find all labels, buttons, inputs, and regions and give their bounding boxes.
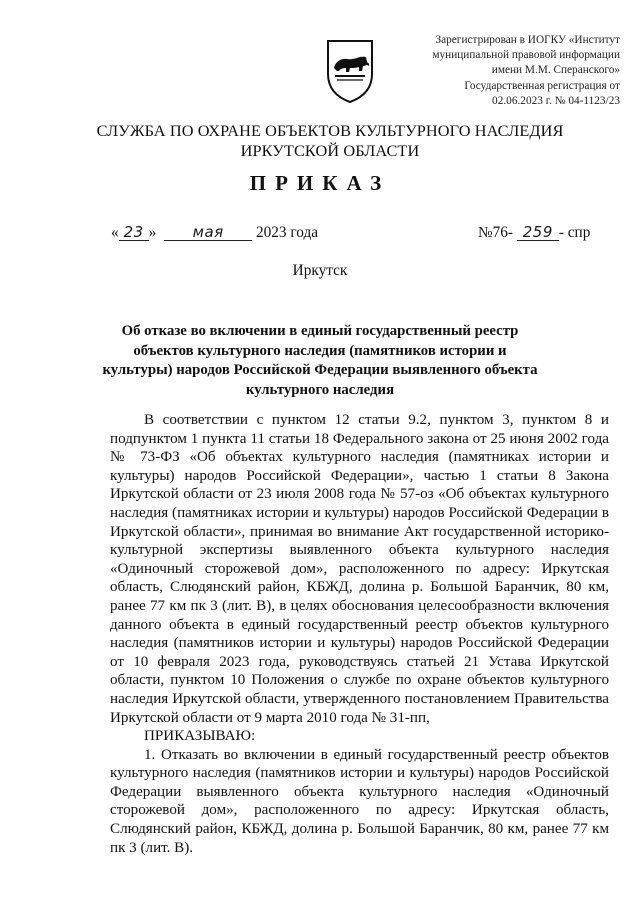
preamble-paragraph: В соответствии с пунктом 12 статьи 9.2, пунктом 3, пунктом 8 и подпунктом 1 пункта 11 статьи 18 Федерального закона от 25 июня 2002 года № 73-ФЗ «Об объектах культурного наследия (памятниках истории и культуры) народов Российской Федерации», частью 1 статьи 8 Закона Иркутской области от 23 июля 2008 года № 57-оз «Об объектах культурного наследия (памятниках истории и культуры) народов Российской Федерации в Иркутской области», принимая во внимание Акт государственной историко-культурной экспертизы выявленного объекта культурного наследия «Одиночный сторожевой дом», расположенного по адресу: Иркутская область, Слюдянский район, КБЖД, долина р. Большой Баранчик, 80 км, ранее 77 км пк 3 (лит. В), в целях обоснования целесообразности включения данного объекта в единый государственный реестр объектов культурного наследия (памятников истории и культуры) народов Российской Федерации от 10 февраля 2023 года, руководствуясь статьей 21 Устава Иркутской области, пунктом 10 Положения о службе по охране объектов культурного наследия Иркутской области, утвержденного постановлением Правительства Иркутской области от 9 марта 2010 года № 31-пп, (110, 412, 609, 726)
stamp-line: имени М.М. Сперанского» (491, 64, 620, 77)
order-number-suffix: - спр (558, 224, 591, 241)
document-type-heading: ПРИКАЗ (249, 171, 391, 195)
stamp-line: Государственная регистрация от (464, 79, 620, 92)
date-day: 23 (119, 224, 149, 241)
date-year: 2023 года (255, 224, 319, 241)
date-month: мая (164, 224, 252, 241)
stamp-line: Зарегистрирован в ИОГКУ «Институт (435, 34, 620, 46)
date-close-quote: » (148, 224, 157, 241)
coat-of-arms-emblem (325, 38, 375, 104)
order-number-value: 259 (517, 224, 559, 241)
orders-heading: ПРИКАЗЫВАЮ: (144, 728, 256, 745)
order-title: Об отказе во включении в единый государственный реестр объектов культурного наследия (памятников истории и культуры) народов Российской Федерации выявленного объекта культурного наследия (102, 323, 538, 398)
order-number-prefix: №76- (478, 224, 513, 241)
agency-name-line2: ИРКУТСКОЙ ОБЛАСТИ (240, 141, 420, 160)
stamp-line: 02.06.2023 г. № 04-1123/23 (492, 94, 620, 107)
agency-name (60, 121, 600, 161)
registration-stamp (418, 33, 620, 109)
item-1-paragraph: 1. Отказать во включении в единый государственный реестр объектов культурного наследия (памятников истории и культуры) народов Российской Федерации выявленного объекта культурного наследия «Одиночный сторожевой дом», расположенного по адресу: Иркутская область, Слюдянский район, КБЖД, долина р. Большой Баранчик, 80 км, ранее 77 км пк 3 (лит. В). (110, 746, 609, 856)
agency-name-line1: СЛУЖБА ПО ОХРАНЕ ОБЪЕКТОВ КУЛЬТУРНОГО НАСЛЕДИЯ (96, 121, 564, 140)
order-date (111, 224, 318, 242)
order-body (110, 411, 609, 857)
city-name: Иркутск (292, 262, 348, 279)
date-open-quote: « (111, 224, 119, 241)
order-number (478, 224, 590, 242)
stamp-line: муниципальной правовой информации (432, 49, 620, 62)
